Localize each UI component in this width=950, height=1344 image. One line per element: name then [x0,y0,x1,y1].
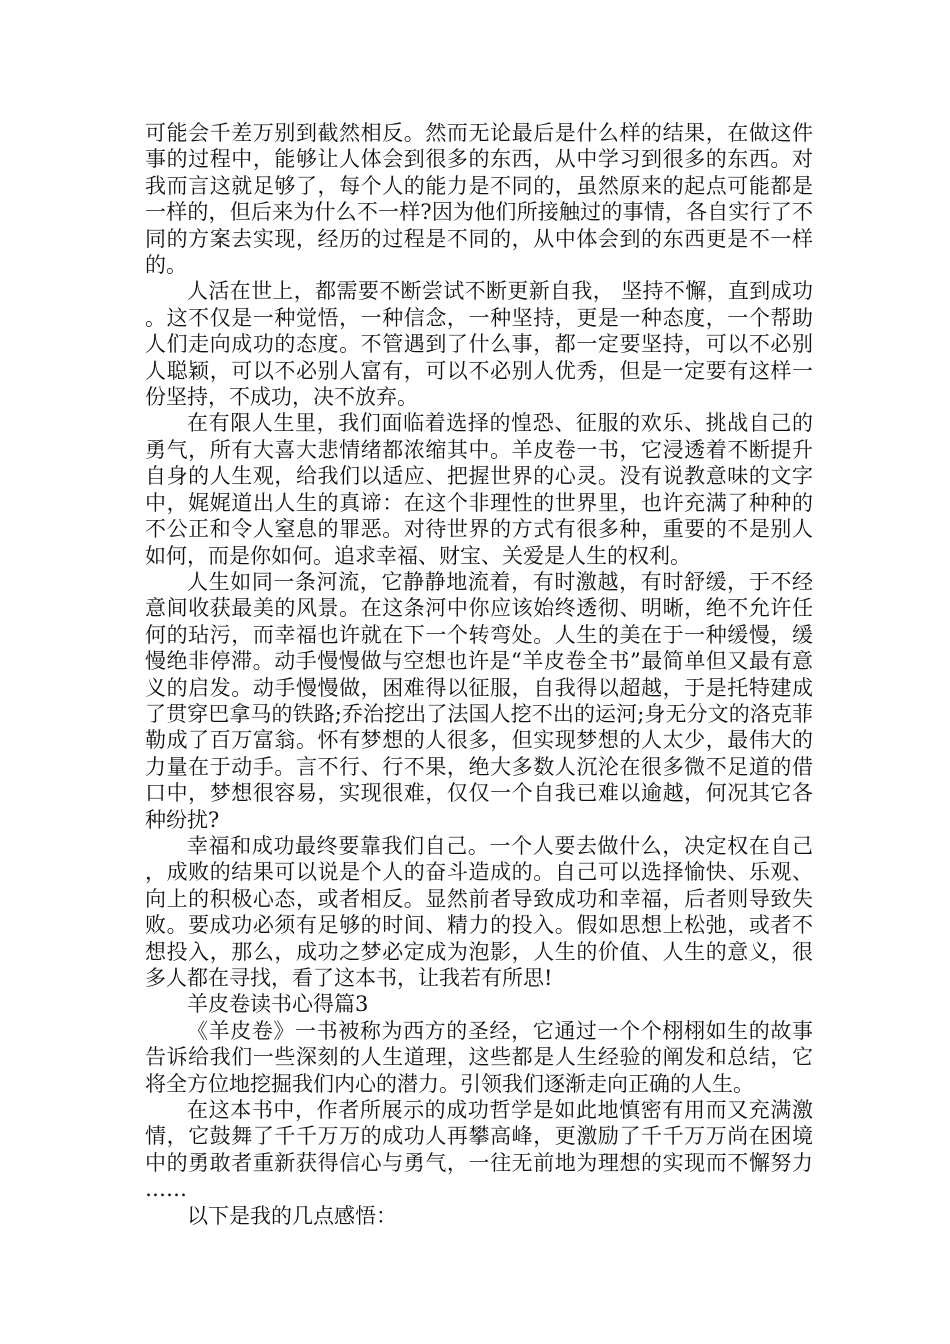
paragraph-limited-life: 在有限人生里，我们面临着选择的惶恐、征服的欢乐、挑战自己的勇气，所有大喜大悲情绪都浓缩其中。羊皮卷一书，它浸透着不断提升自身的人生观，给我们以适应、把握世界的心灵。没有说教意味的文字中，娓娓道出人生的真谛：在这个非理性的世界里，也许充满了种种的不公正和令人窒息的罪恶。对待世界的方式有很多种，重要的不是别人如何，而是你如何。追求幸福、财宝、关爱是人生的权利。 [145,411,813,568]
paragraph-happiness-success: 幸福和成功最终要靠我们自己。一个人要去做什么，决定权在自己，成败的结果可以说是个人的奋斗造成的。自己可以选择愉快、乐观、向上的积极心态，或者相反。显然前者导致成功和幸福，后者则导致失败。要成功必须有足够的时间、精力的投入。假如思想上松弛，或者不想投入，那么，成功之梦必定成为泡影，人生的价值、人生的意义，很多人都在寻找，看了这本书，让我若有所思! [145,833,813,990]
paragraph-perseverance: 人活在世上，都需要不断尝试不断更新自我， 坚持不懈，直到成功。这不仅是一种觉悟，一种信念，一种坚持，更是一种态度，一个帮助人们走向成功的态度。不管遇到了什么事，都一定要坚持，可以不必别人聪颖，可以不必别人富有，可以不必别人优秀，但是一定要有这样一份坚持，不成功，决不放弃。 [145,279,813,410]
document-body [145,120,813,1229]
paragraph-life-river: 人生如同一条河流，它静静地流着，有时激越，有时舒缓，于不经意间收获最美的风景。在这条河中你应该始终透彻、明晰，绝不允许任何的玷污，而幸福也许就在下一个转弯处。人生的美在于一种缓慢，缓慢绝非停滞。动手慢慢做与空想也许是“羊皮卷全书”最简单但又最有意义的启发。动手慢慢做，困难得以征服，自我得以超越，于是托特建成了贯穿巴拿马的铁路;乔治挖出了法国人挖不出的运河;身无分文的洛克菲勒成了百万富翁。怀有梦想的人很多，但实现梦想的人太少，最伟大的力量在于动手。言不行、行不果，绝大多数人沉沦在很多微不足道的借口中，梦想很容易，实现很难，仅仅一个自我已难以逾越，何况其它各种纷扰? [145,569,813,832]
paragraph-success-philosophy: 在这本书中，作者所展示的成功哲学是如此地慎密有用而又充满激情，它鼓舞了千千万万的成功人再攀高峰，更激励了千千万万尚在困境中的勇敢者重新获得信心与勇气，一往无前地为理想的实现而不懈努力…… [145,1098,813,1202]
paragraph-reflections-lead: 以下是我的几点感悟： [187,1203,397,1228]
paragraph-continuation: 可能会千差万别到截然相反。然而无论最后是什么样的结果，在做这件事的过程中，能够让人体会到很多的东西，从中学习到很多的东西。对我而言这就足够了，每个人的能力是不同的，虽然原来的起点可能都是一样的，但后来为什么不一样?因为他们所接触过的事情，各自实行了不同的方案去实现，经历的过程是不同的，从中体会到的东西更是不一样的。 [145,121,813,278]
section-heading: 羊皮卷读书心得篇3 [187,992,369,1017]
paragraph-book-intro: 《羊皮卷》一书被称为西方的圣经，它通过一个个栩栩如生的故事告诉给我们一些深刻的人生道理，这些都是人生经验的阐发和总结，它将全方位地挖掘我们内心的潜力。引领我们逐渐走向正确的人生。 [145,1018,813,1096]
